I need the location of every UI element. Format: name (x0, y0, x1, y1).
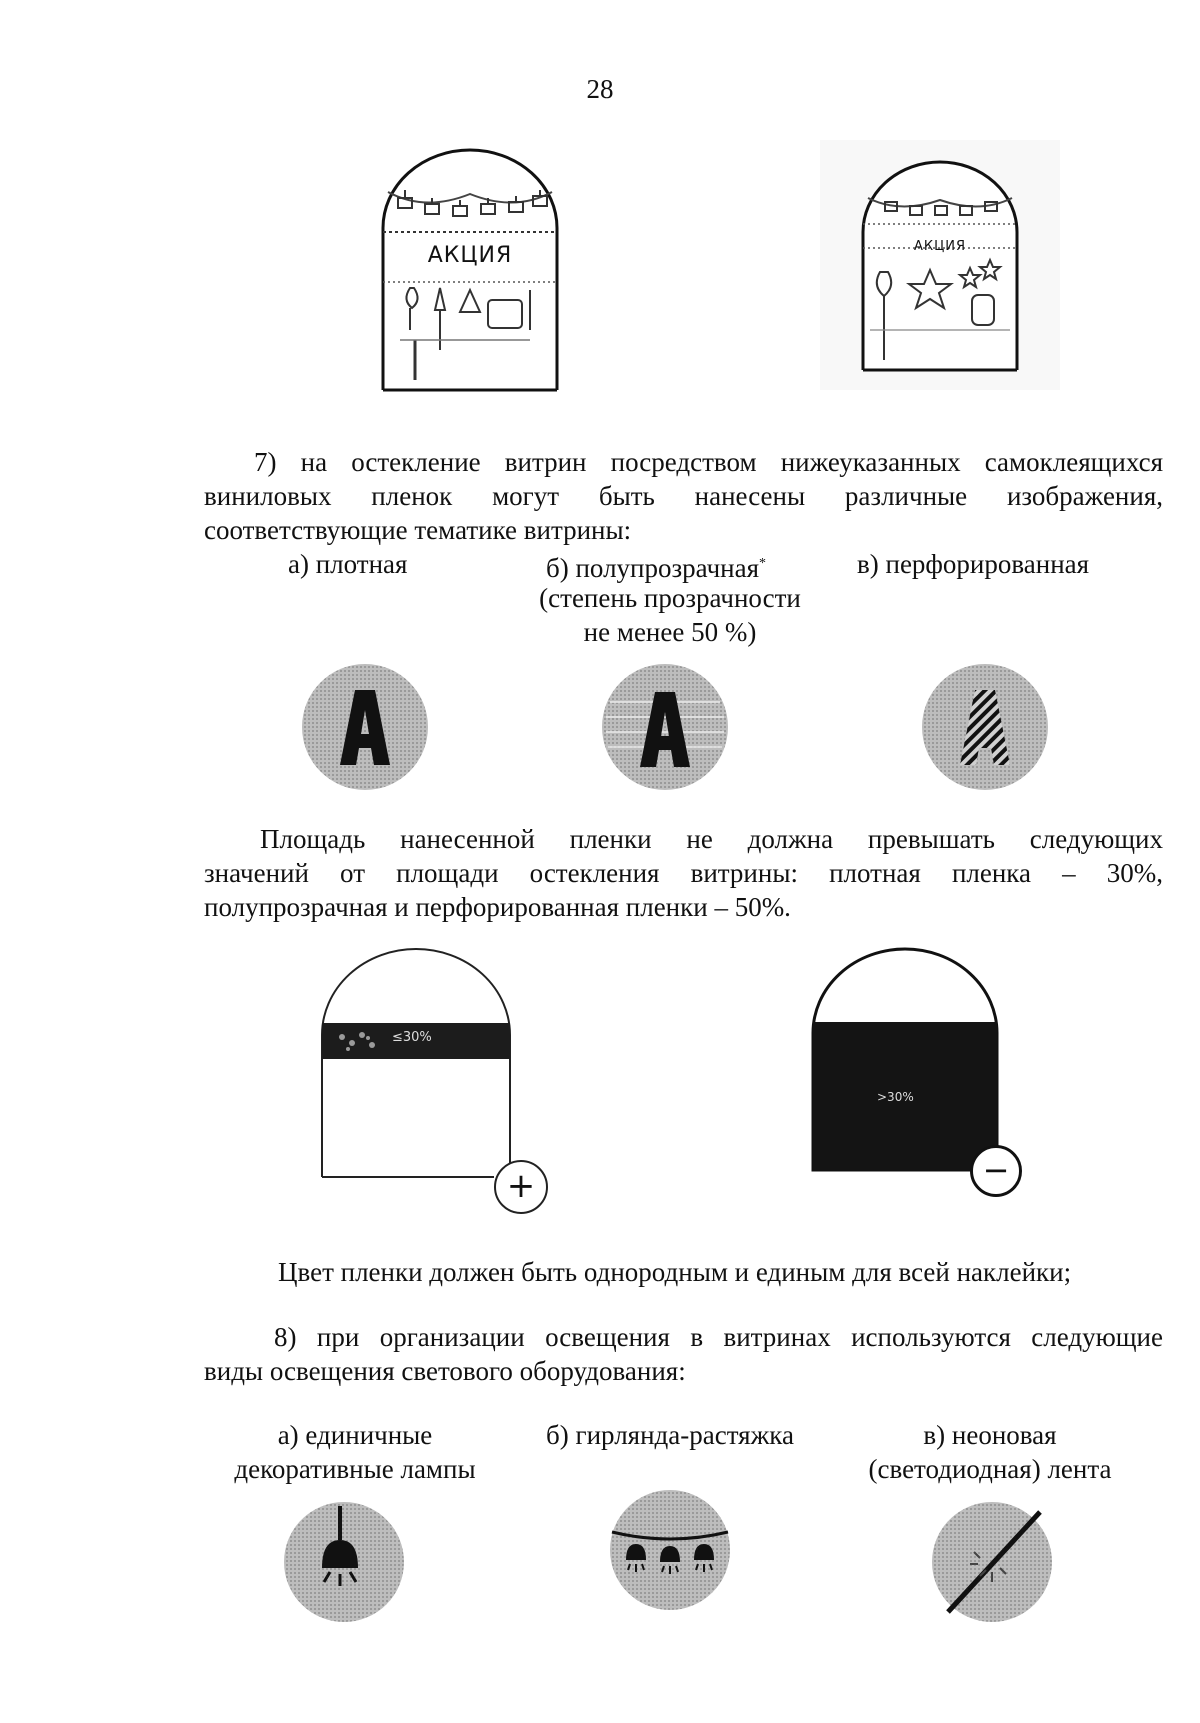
dense-film-icon (300, 662, 430, 792)
showcase-illustration-right (860, 160, 1020, 370)
item7-line1: 7) на остекление витрин посредством нижеуказанных самоклеящихся (254, 447, 1163, 477)
footnote-mark: * (759, 556, 766, 571)
film-note-line2: не менее 50 %) (583, 617, 757, 647)
page-number: 28 (586, 74, 614, 104)
film-label-translucent: б) полупрозрачная* (546, 553, 766, 583)
area-example-allowed (318, 945, 548, 1195)
area-rule-line3: полупрозрачная и перфорированная пленки – 50%. (204, 892, 791, 922)
lighting-b-line1: б) гирлянда-растяжка (546, 1420, 794, 1450)
item8-line2: виды освещения светового оборудования: (204, 1356, 686, 1386)
lighting-v-line2: (светодиодная) лента (868, 1454, 1112, 1484)
lighting-v-line1: в) неоновая (923, 1420, 1057, 1450)
film-note-line1: (степень прозрачности (539, 583, 801, 613)
color-rule: Цвет пленки должен быть однородным и единым для всей наклейки; (278, 1257, 1072, 1287)
plus-sign-icon: + (494, 1160, 548, 1214)
showcase-left-label: АКЦИЯ (427, 243, 513, 268)
item7-line3: соответствующие тематике витрины: (204, 515, 632, 545)
item7-line2: виниловых пленок могут быть нанесены различные изображения, (204, 481, 1163, 511)
translucent-film-icon (600, 662, 730, 792)
allowed-label: ≤30% (392, 1030, 432, 1045)
garland-icon (608, 1488, 732, 1612)
showcase-right-label: АКЦИЯ (914, 239, 966, 254)
film-label-perforated: в) перфорированная (857, 549, 1090, 579)
lighting-a-line1: а) единичные (277, 1420, 433, 1450)
led-strip-crossed-icon (930, 1500, 1054, 1624)
single-lamp-icon (282, 1500, 406, 1624)
minus-sign-icon: − (970, 1145, 1022, 1197)
item8-line1: 8) при организации освещения в витринах используются следующие (274, 1322, 1163, 1352)
not-allowed-label: >30% (877, 1090, 914, 1104)
area-rule-line2: значений от площади остекления витрины: плотная пленка – 30%, (204, 858, 1163, 888)
area-example-not-allowed (810, 945, 1030, 1175)
perforated-film-icon (920, 662, 1050, 792)
lighting-a-line2: декоративные лампы (234, 1454, 476, 1484)
film-label-dense: а) плотная (288, 549, 408, 579)
showcase-illustration-left (380, 150, 560, 390)
area-rule-line1: Площадь нанесенной пленки не должна превышать следующих (260, 824, 1163, 854)
